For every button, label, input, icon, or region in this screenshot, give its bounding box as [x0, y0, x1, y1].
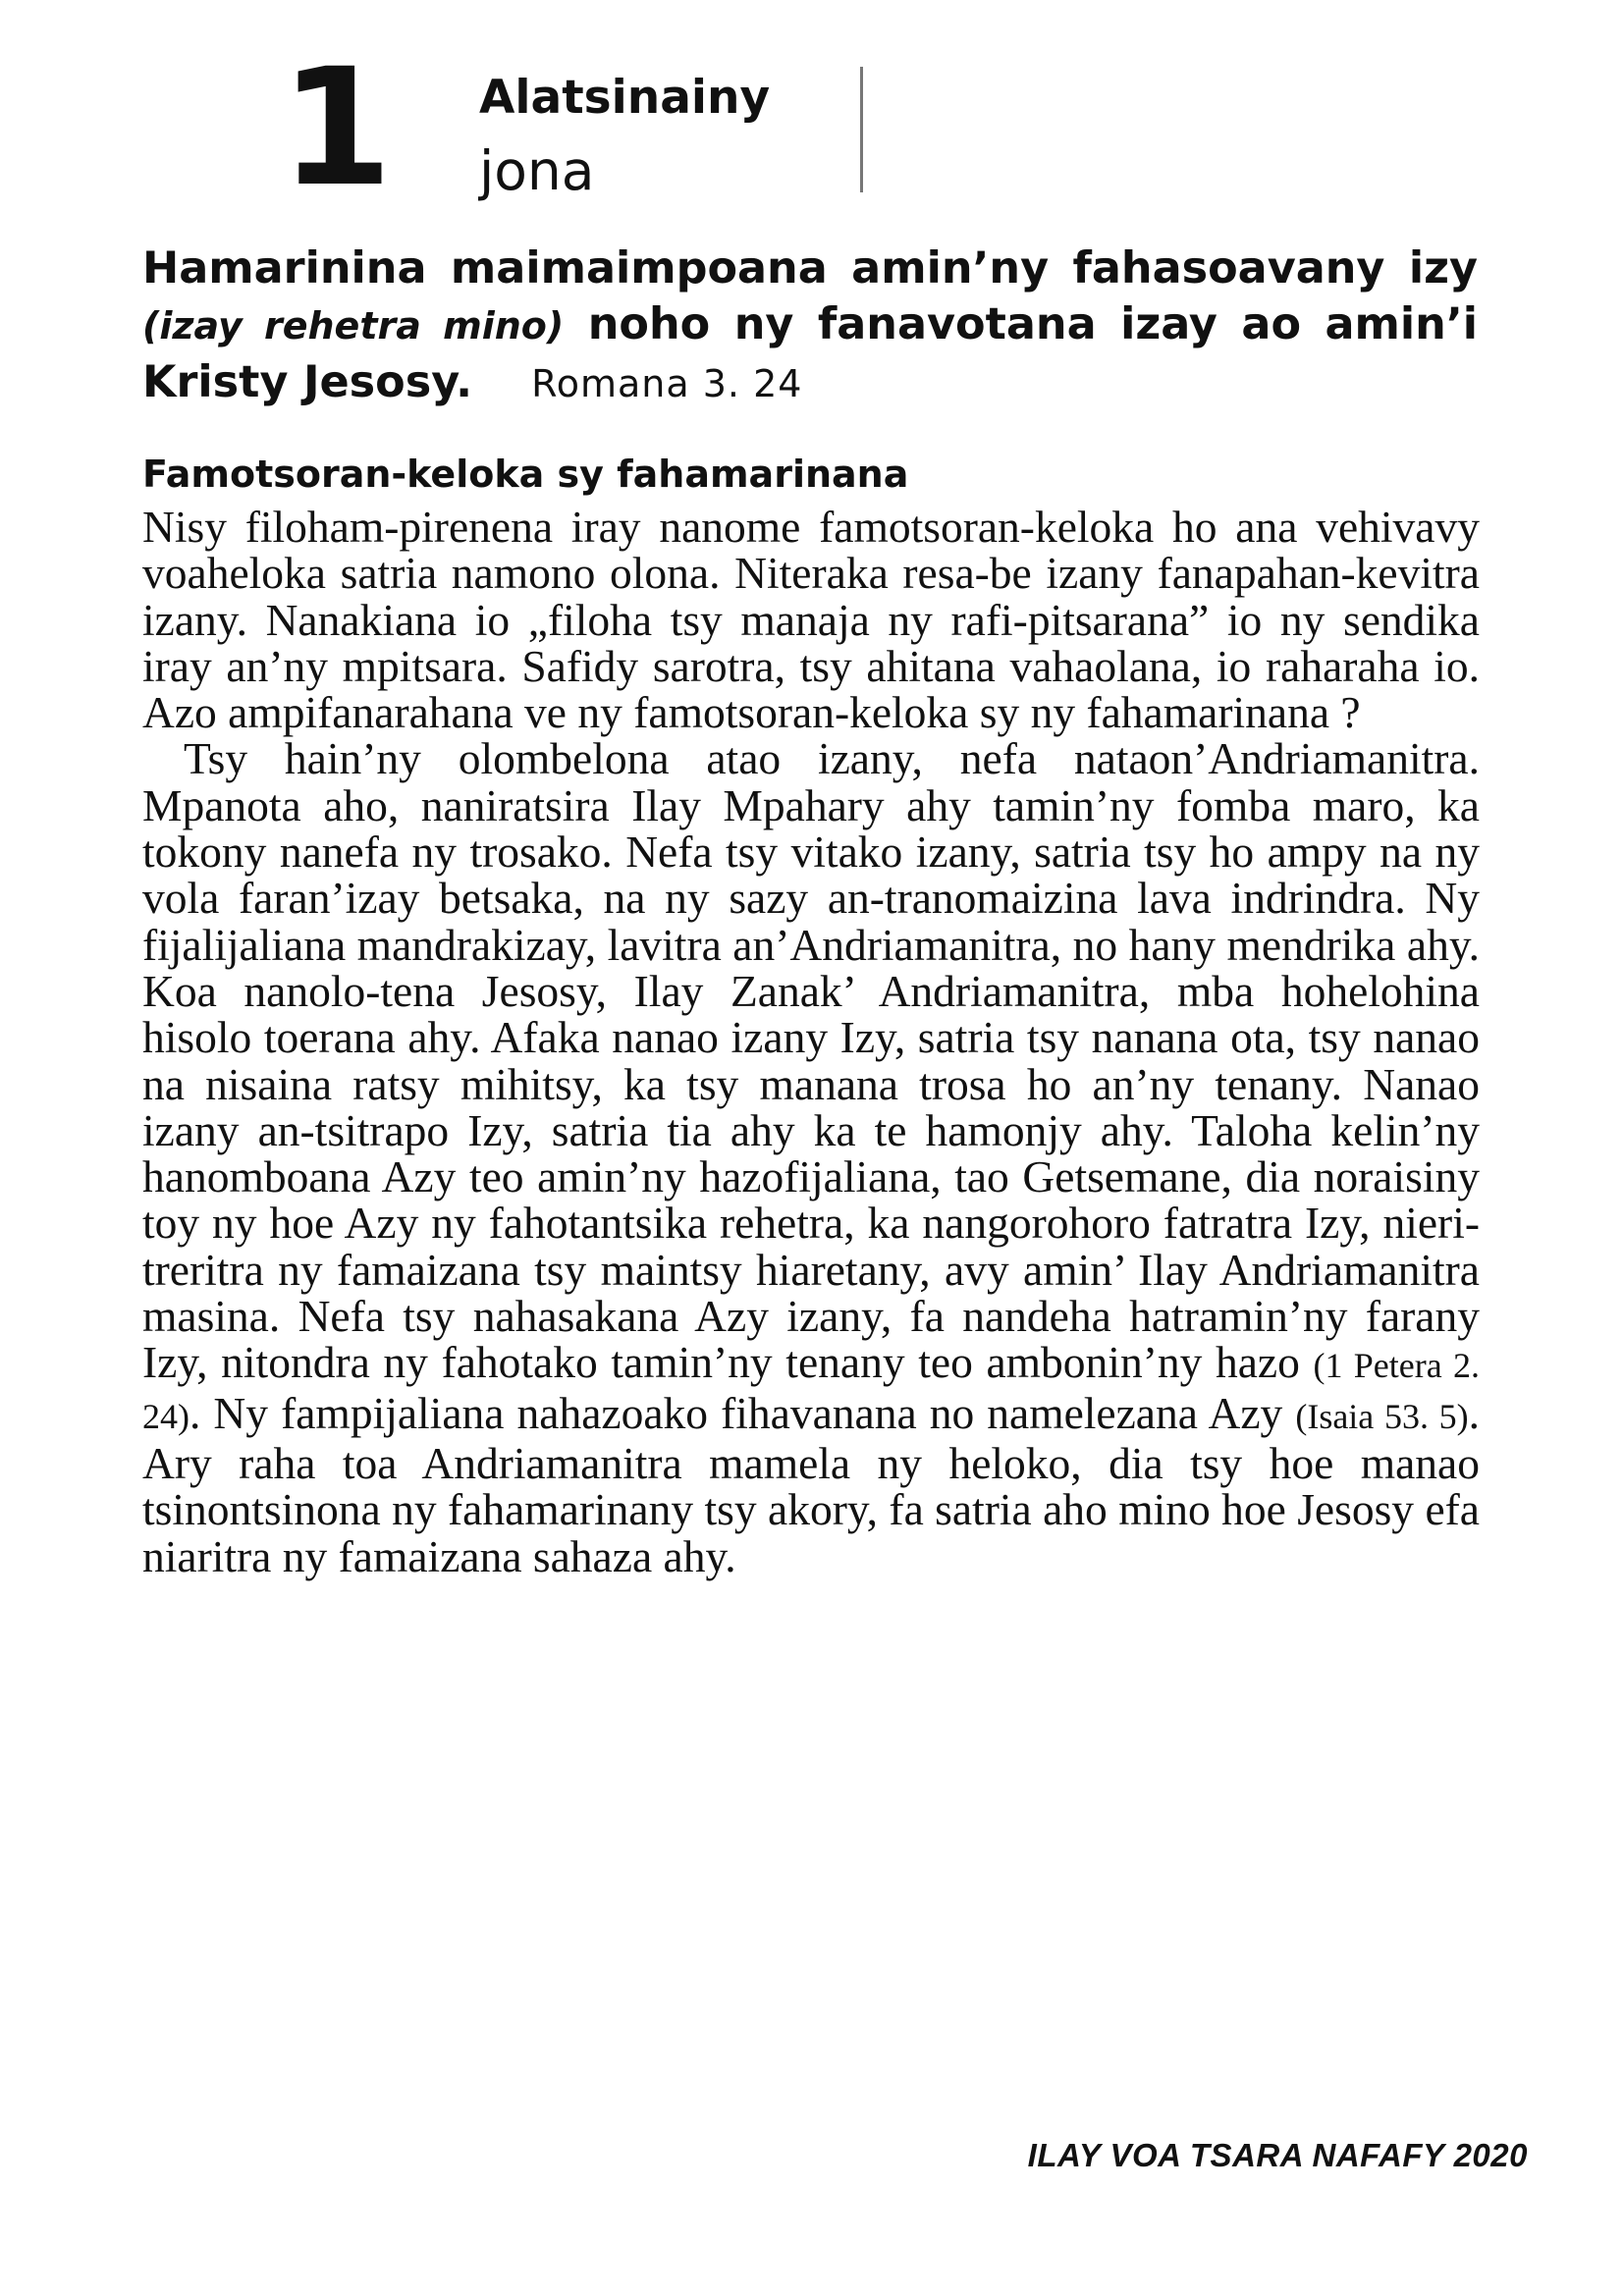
verse-italic-note: (izay rehetra mino) [142, 304, 565, 347]
section-title: Famotsoran-keloka sy fahamarinana [142, 453, 909, 496]
scripture-reference-1: (1 Petera 2. 24) [142, 1346, 1481, 1436]
verse-text-part2: noho ny fanavotana izay ao amin’i Kristy Jesosy. [142, 299, 1478, 407]
page-header [0, 0, 1623, 222]
header-divider [860, 67, 863, 192]
weekday-label: Alatsinainy [479, 71, 771, 125]
day-number: 1 [280, 33, 389, 222]
month-label: jona [479, 139, 595, 202]
body-paragraph-1: Nisy filoham-pirenena iray nanome famotsoran-keloka ho ana vehivavy voaheloka satria namono olona. Niteraka resa-be izany fanapahan-kevitra izany. Nanakiana io „filoha tsy manaja ny rafi-pitsarana” io ny sendika iray an’ny mpitsara. Safidy sarotra, tsy ahitana vahaolana, io raharaha io. Azo ampifanarahana ve ny famotsoran-keloka sy ny fahamarinana ? [142, 502, 1480, 738]
publication-footer: ILAY VOA TSARA NAFAFY 2020 [1027, 2137, 1528, 2173]
body-paragraph-2 [142, 733, 1481, 1581]
bible-verse [142, 240, 1478, 412]
devotional-body [142, 504, 1480, 1579]
body-paragraph-2-part-a: Tsy hain’ny olombelona atao izany, nefa nataon’Andriamanitra. Mpanota aho, naniratsira Ilay Mpahary ahy tamin’ny fomba maro, ka tokony nanefa ny trosako. Nefa tsy vitako izany, satria tsy ho ampy na ny vola faran’izay betsaka, na ny sazy an-tranomaizina lava indrindra. Ny fijalijaliana mandrakizay, lavitra an’Andriamanitra, no hany mendrika ahy. Koa nanolo-tena Jesosy, Ilay Zanak’ Andriamanitra, mba hohelohina hisolo toerana ahy. Afaka nanao izany Izy, satria tsy nanana ota, tsy nanao na nisaina ratsy mihitsy, ka tsy manana trosa ho an’ny tenany. Nanao izany an-tsitrapo Izy, satria tia ahy ka te hamonjy ahy. Taloha kelin’ny hanomboana Azy teo amin’ny hazofijaliana, tao Getsemane, dia noraisiny toy ny hoe Azy ny fahotantsika rehetra, ka nangorohoro fatratra Izy, nieritreritra ny famaizana tsy maintsy hiaretany, avy amin’ Ilay Andriamanitra masina. Nefa tsy nahasakana Azy izany, fa nandeha hatramin’ny farany Izy, nitondra ny fahotako tamin’ny tenany teo ambonin’ny hazo [142, 733, 1480, 1388]
scripture-reference-2: (Isaia 53. 5) [1295, 1396, 1469, 1436]
verse-text-part1: Hamarinina maimaimpoana amin’ny fahasoavany izy [142, 243, 1478, 294]
verse-reference: Romana 3. 24 [531, 362, 803, 405]
body-paragraph-2-part-c: . Ary raha toa Andriamanitra mamela ny heloko, dia tsy hoe manao tsinontsinona ny fahamarinany tsy akory, fa satria aho mino hoe Jesosy efa niaritra ny famaizana sahaza ahy. [142, 1387, 1480, 1581]
body-paragraph-2-part-b: . Ny fampijaliana nahazoako fihavanana no namelezana Azy [189, 1387, 1296, 1438]
